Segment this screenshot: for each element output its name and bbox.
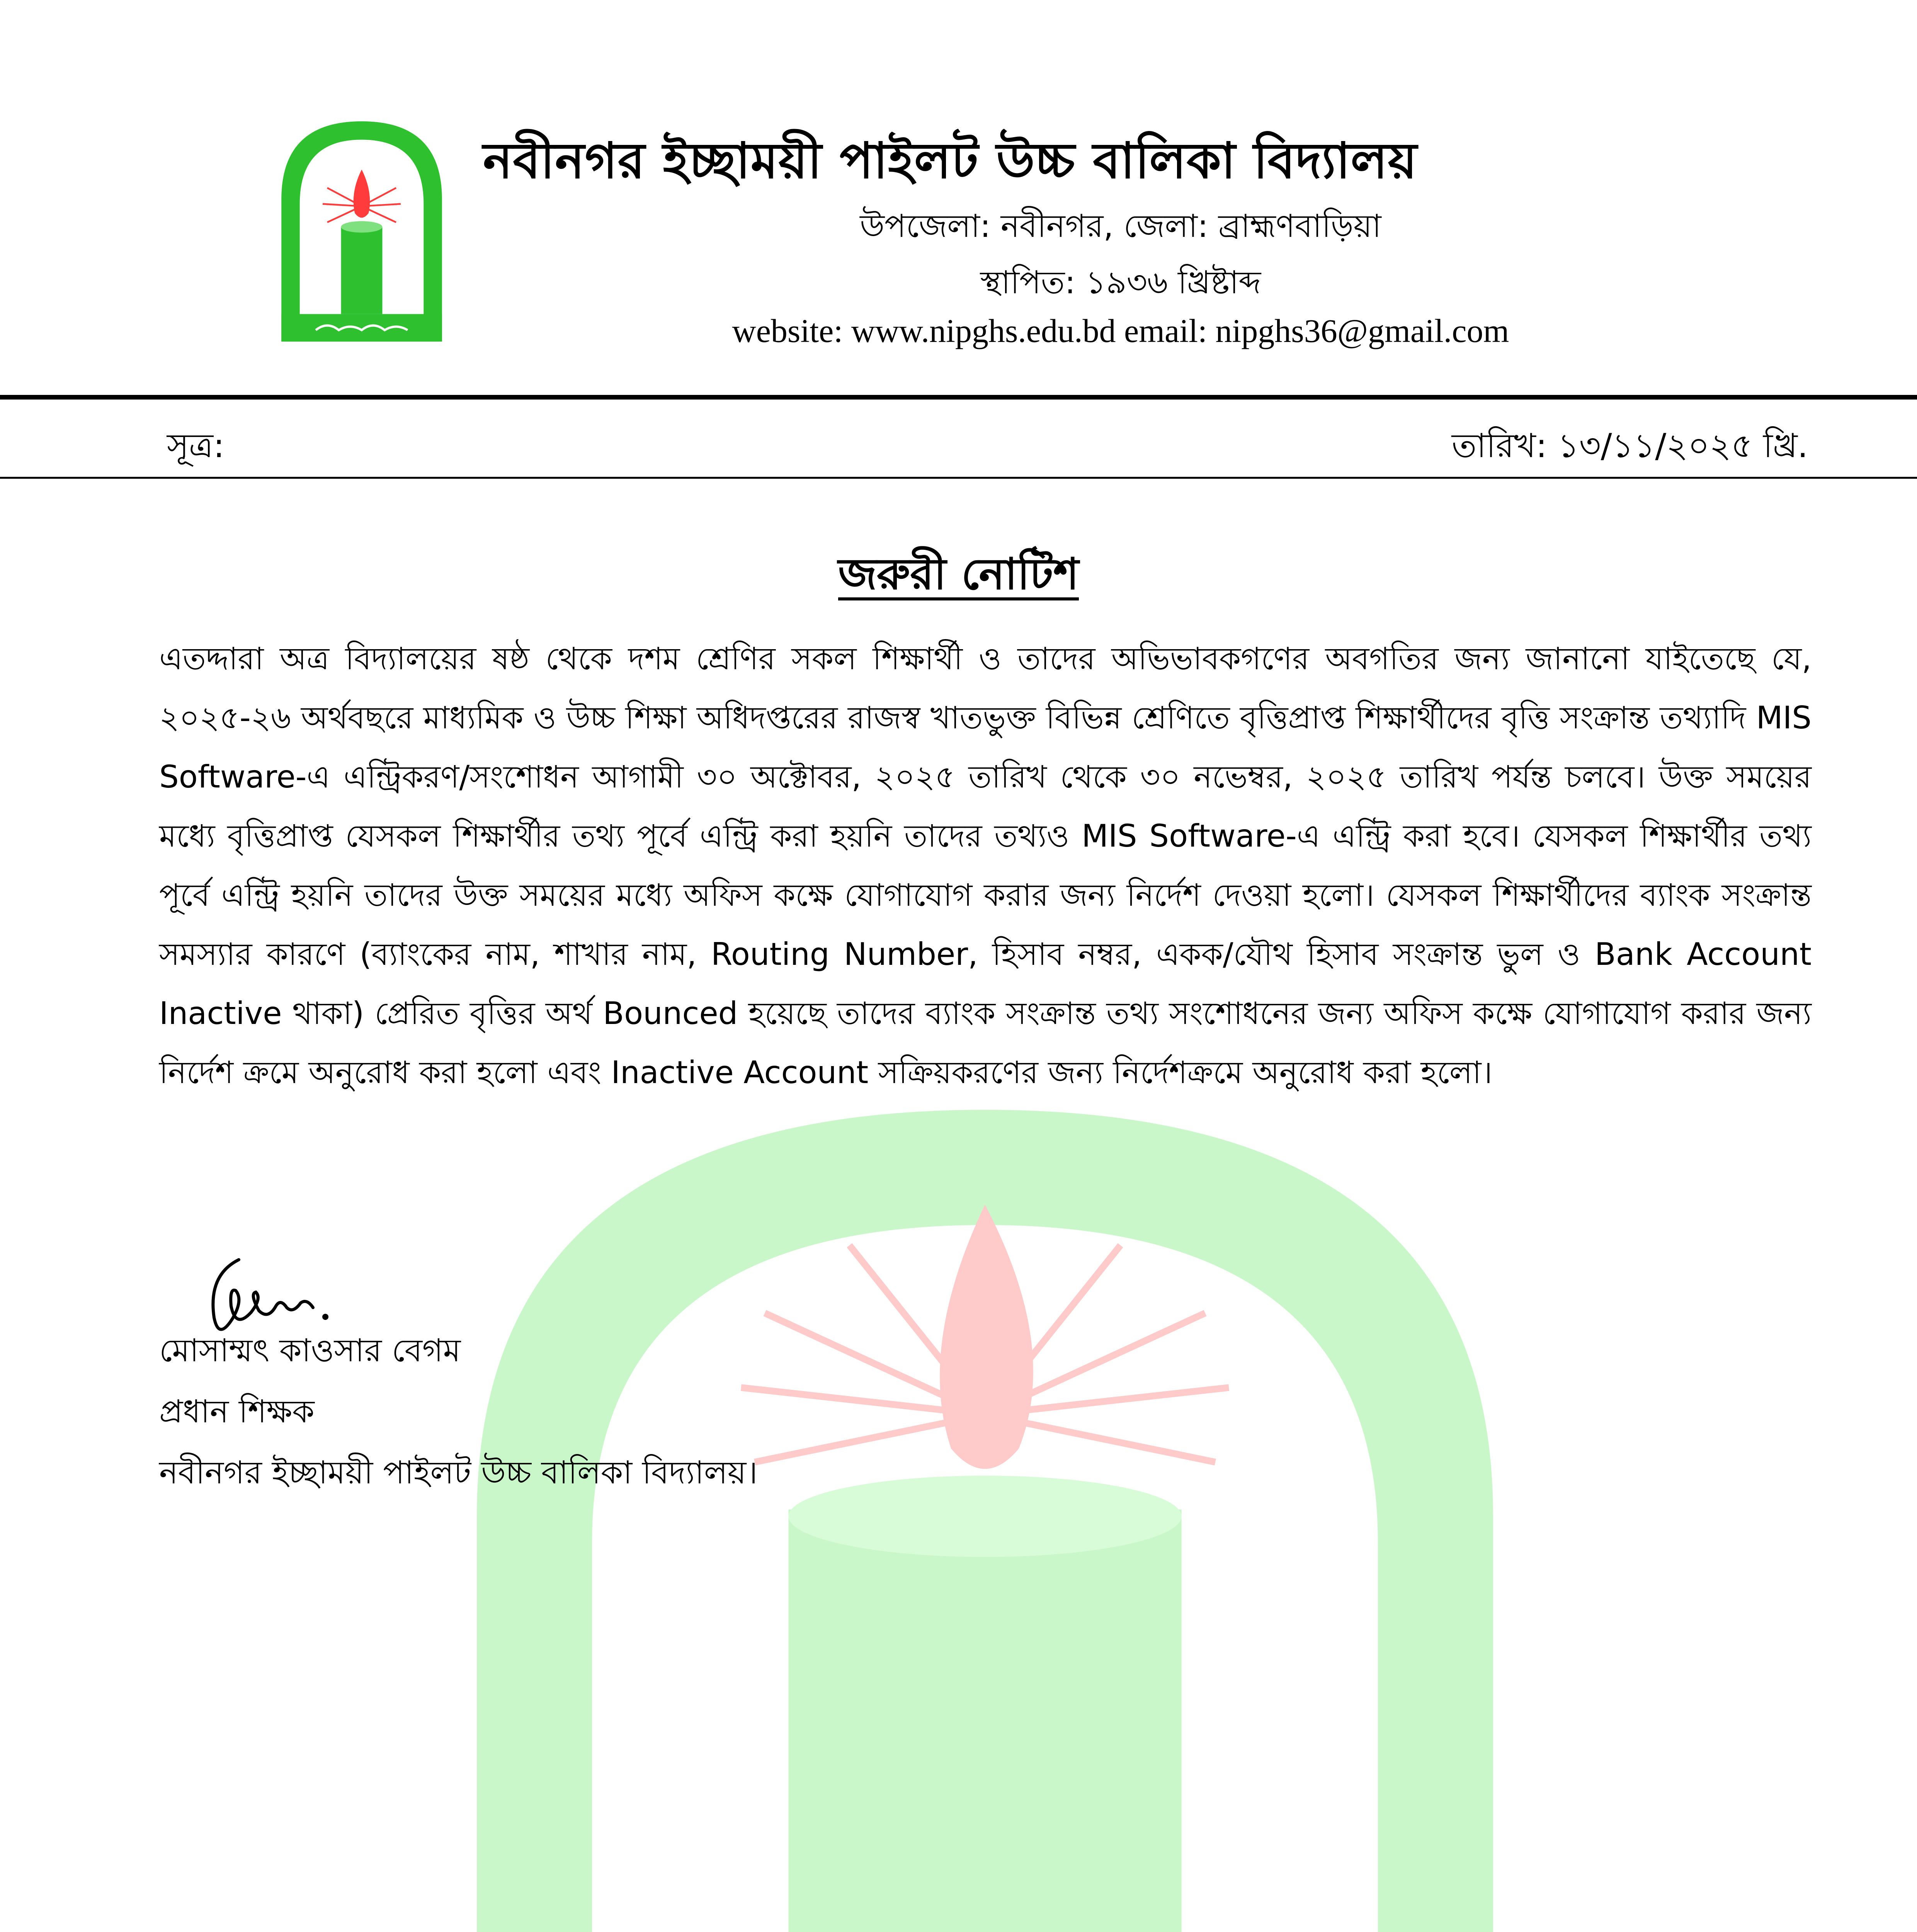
founded-line: স্থাপিত: ১৯৩৬ খ্রিষ্টাব্দ [980, 264, 1261, 301]
signatory-designation: প্রধান শিক্ষক [159, 1393, 315, 1430]
signatory-school: নবীনগর ইচ্ছাময়ী পাইলট উচ্চ বালিকা বিদ্যালয়। [159, 1454, 758, 1491]
notice-date: তারিখ: ১৩/১১/২০২৫ খ্রি. [1451, 427, 1808, 465]
signatory-name: মোসাম্মৎ কাওসার বেগম [159, 1332, 461, 1369]
contact-line: website: www.nipghs.edu.bd email: nipghs36@gmail.com [732, 312, 1509, 349]
school-name: নবীনগর ইচ্ছাময়ী পাইলট উচ্চ বালিকা বিদ্যালয় [483, 132, 1417, 190]
watermark-crest-icon [477, 1106, 1493, 1932]
upazila-line: উপজেলা: নবীনগর, জেলা: ব্রাহ্মণবাড়িয়া [860, 208, 1381, 245]
header-divider-bottom [0, 477, 1917, 479]
reference-label: সূত্র: [167, 427, 225, 465]
notice-body: এতদ্দারা অত্র বিদ্যালয়ের ষষ্ঠ থেকে দশম শ্রেণির সকল শিক্ষার্থী ও তাদের অভিভাবকগণের অবগতির জন্য জানানো যাইতেছে যে, ২০২৫-২৬ অর্থবছরে মাধ্যমিক ও উচ্চ শিক্ষা অধিদপ্তরের রাজস্ব খাতভুক্ত বিভিন্ন শ্রেণিতে বৃত্তিপ্রাপ্ত শিক্ষার্থীদের বৃত্তি সংক্রান্ত তথ্যাদি MIS Software-এ এন্ট্রিকরণ/সংশোধন আগামী ৩০ অক্টোবর, ২০২৫ তারিখ থেকে ৩০ নভেম্বর, ২০২৫ তারিখ পর্যন্ত চলবে। উক্ত সময়ের মধ্যে বৃত্তিপ্রাপ্ত যেসকল শিক্ষার্থীর তথ্য পূর্বে এন্ট্রি করা হয়নি তাদের তথ্যও MIS Software-এ এন্ট্রি করা হবে। যেসকল শিক্ষার্থীর তথ্য পূর্বে এন্ট্রি হয়নি তাদের উক্ত সময়ের মধ্যে অফিস কক্ষে যোগাযোগ করার জন্য নির্দেশ দেওয়া হলো। যেসকল শিক্ষার্থীদের ব্যাংক সংক্রান্ত সমস্যার কারণে (ব্যাংকের নাম, শাখার নাম, Routing Number, হিসাব নম্বর, একক/যৌথ হিসাব সংক্রান্ত ভুল ও Bank Account Inactive থাকা) প্রেরিত বৃত্তির অর্থ Bounced হয়েছে তাদের ব্যাংক সংক্রান্ত তথ্য সংশোধনের জন্য অফিস কক্ষে যোগাযোগ করার জন্য নির্দেশ ক্রমে অনুরোধ করা হলো এবং Inactive Account সক্রিয়করণের জন্য নির্দেশক্রমে অনুরোধ করা হলো। [159, 641, 1812, 1090]
notice-title: জরুরী নোটিশ [838, 549, 1079, 599]
header-divider-top [0, 395, 1917, 400]
school-logo-icon [281, 121, 442, 342]
